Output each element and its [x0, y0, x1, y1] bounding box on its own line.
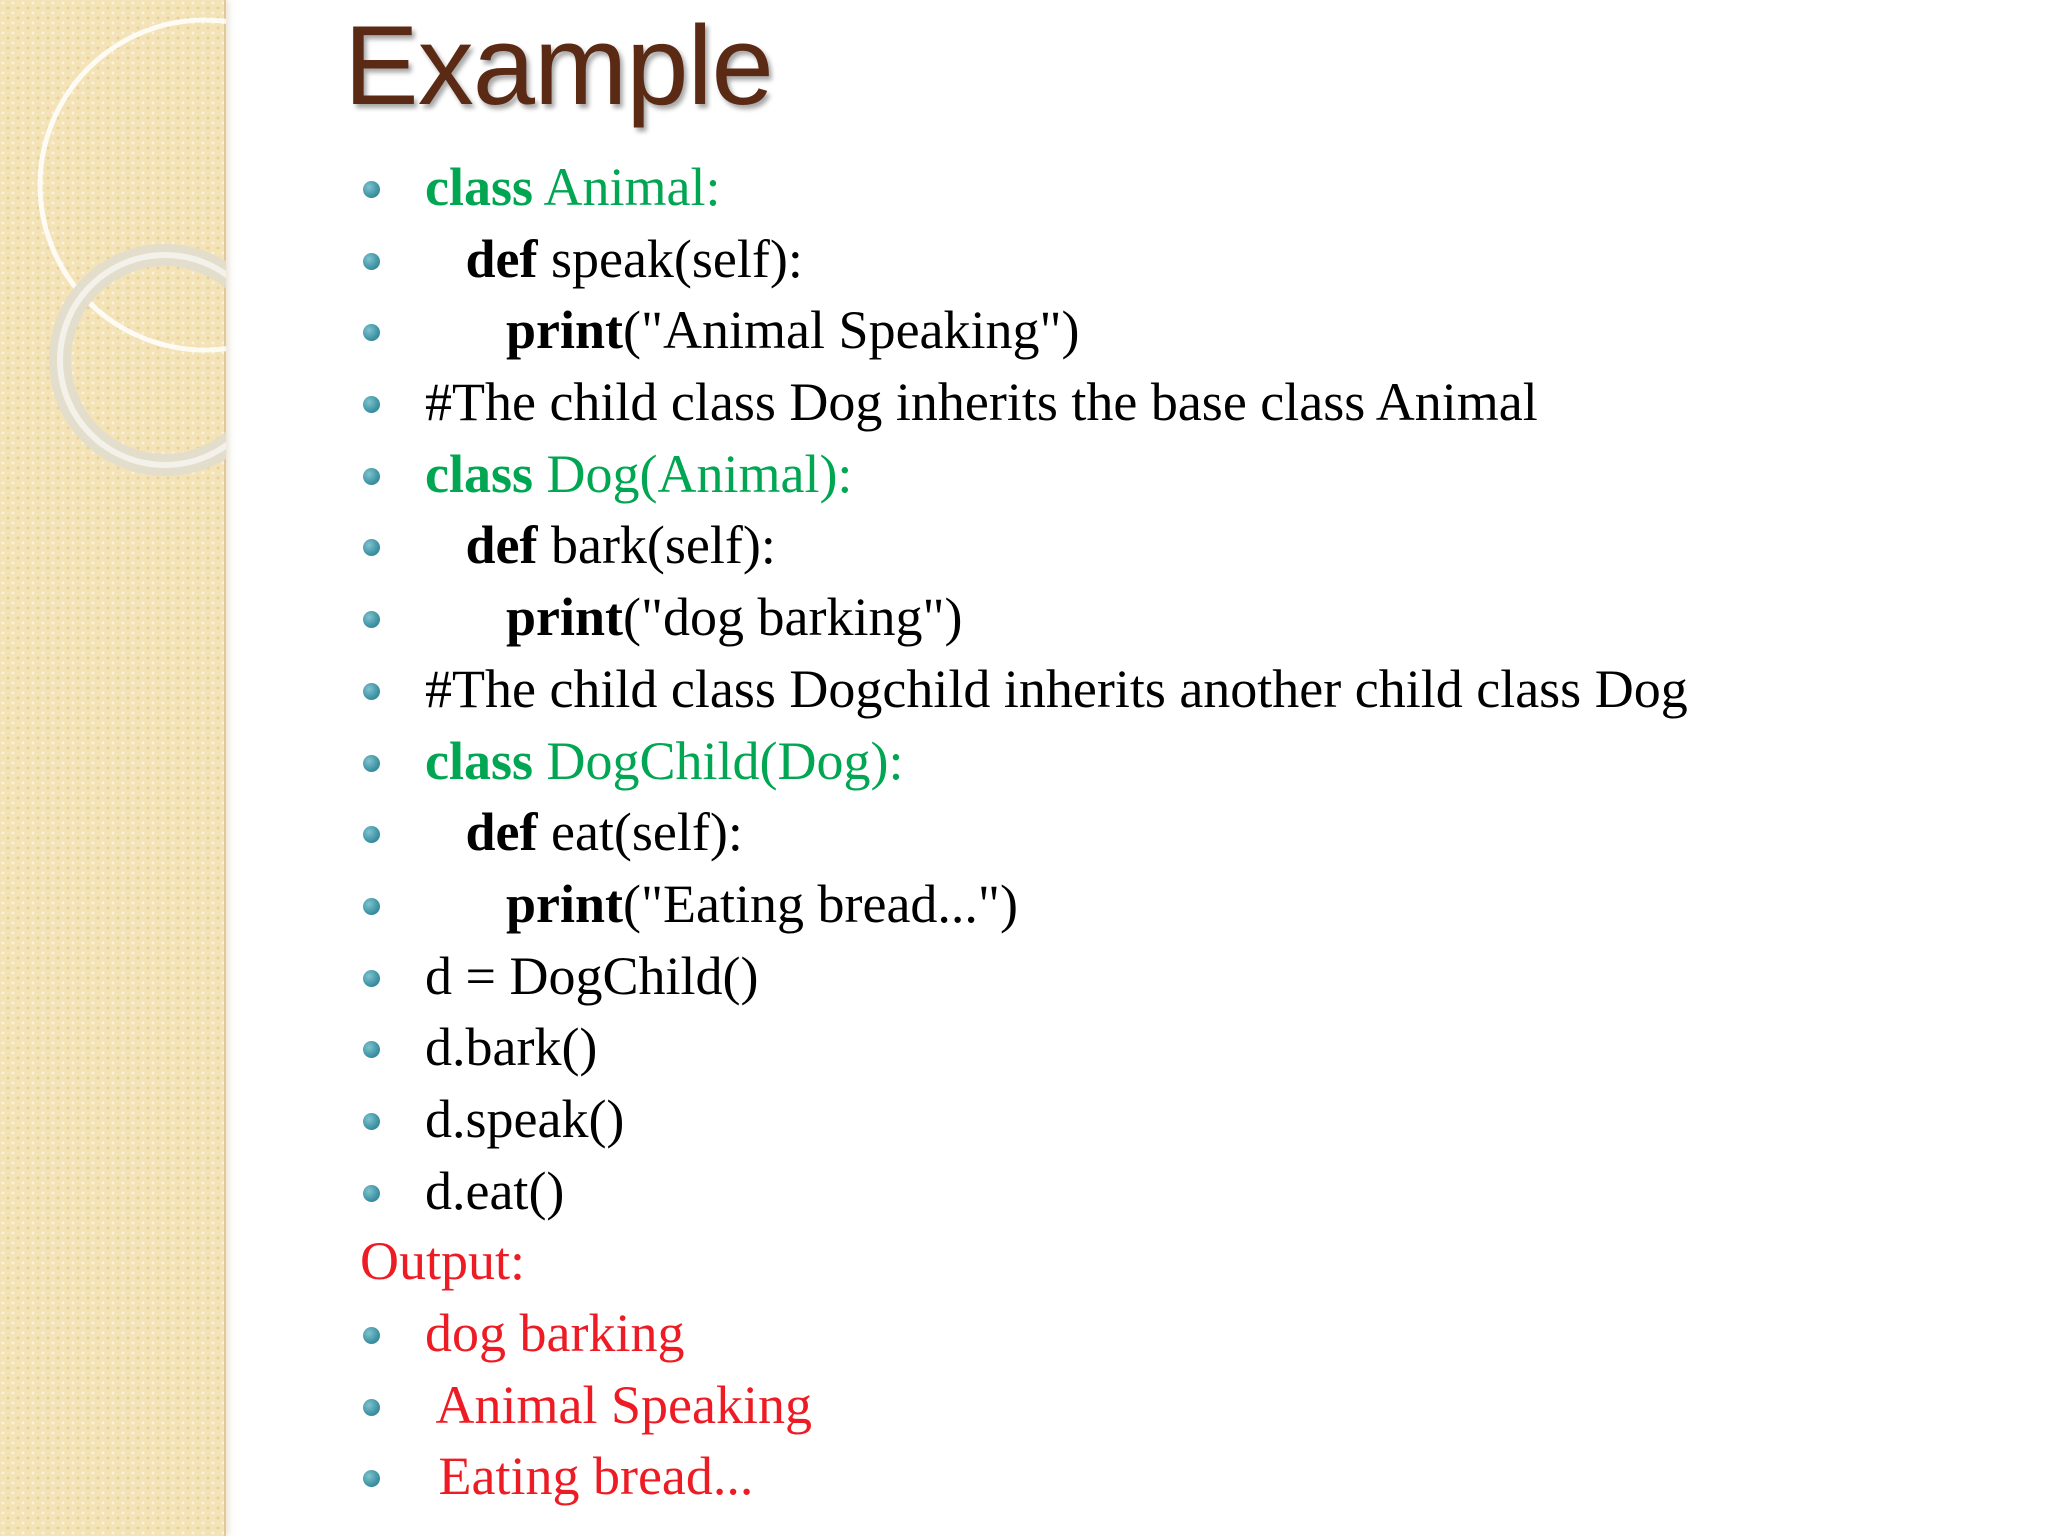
code-keyword: class: [425, 157, 533, 217]
code-line: [358, 1084, 1688, 1156]
code-keyword: def: [465, 802, 538, 863]
code-text: eat(self):: [537, 802, 743, 863]
bullet-icon: [363, 898, 380, 915]
code-keyword: class: [425, 443, 533, 504]
code-text: d.speak(): [425, 1088, 625, 1149]
slide-title: Example: [344, 3, 773, 128]
code-line: [358, 1012, 1688, 1084]
bullet-icon: [363, 611, 380, 628]
bullet-icon: [363, 1041, 380, 1058]
code-text: speak(self):: [537, 228, 803, 289]
bullet-icon: [363, 396, 380, 413]
bullet-icon: [363, 683, 380, 700]
code-line: [358, 582, 1688, 654]
bullet-icon: [363, 826, 380, 843]
bullet-icon: [363, 468, 380, 485]
code-line: [358, 224, 1688, 296]
bullet-icon: [363, 970, 380, 987]
code-keyword: def: [465, 228, 538, 289]
output-list: [358, 1298, 812, 1513]
code-indent: [425, 587, 506, 647]
output-text: Animal Speaking: [425, 1374, 812, 1435]
code-text: ("Eating bread..."): [623, 873, 1018, 934]
code-line: [358, 152, 1688, 224]
decorative-side-panel: [0, 0, 226, 1536]
bullet-icon: [363, 1327, 380, 1344]
code-text: Dog(Animal):: [533, 443, 853, 504]
code-keyword: def: [465, 515, 538, 576]
code-line: [358, 654, 1688, 726]
code-text: Animal:: [533, 157, 721, 217]
output-text: Eating bread...: [425, 1446, 754, 1507]
code-indent: [425, 874, 506, 934]
code-text: d = DogChild(): [425, 945, 759, 1006]
code-keyword: print: [506, 300, 624, 361]
code-line: [358, 726, 1688, 798]
code-keyword: print: [506, 873, 624, 934]
output-line: [358, 1441, 812, 1513]
code-indent: [425, 300, 506, 360]
code-keyword: class: [425, 730, 533, 791]
code-line: [358, 510, 1688, 582]
bullet-icon: [363, 1185, 380, 1202]
code-text: d.bark(): [425, 1017, 598, 1078]
output-text: dog barking: [425, 1303, 685, 1363]
output-line: [358, 1370, 812, 1442]
code-text: #The child class Dog inherits the base class Animal: [425, 372, 1538, 433]
code-line: [358, 797, 1688, 869]
bullet-icon: [363, 181, 380, 198]
bullet-icon: [363, 755, 380, 772]
code-line: [358, 295, 1688, 367]
bullet-icon: [363, 539, 380, 556]
code-text: bark(self):: [537, 515, 776, 576]
code-indent: [425, 802, 466, 862]
bullet-icon: [363, 253, 380, 270]
code-line: [358, 439, 1688, 511]
decorative-rings: [0, 0, 226, 520]
bullet-icon: [363, 1113, 380, 1130]
code-list: [358, 152, 1688, 1227]
code-keyword: print: [506, 587, 624, 648]
code-line: [358, 1156, 1688, 1228]
code-text: ("dog barking"): [623, 587, 963, 648]
code-line: [358, 941, 1688, 1013]
bullet-icon: [363, 1470, 380, 1487]
code-line: [358, 869, 1688, 941]
code-indent: [425, 515, 466, 575]
code-text: #The child class Dogchild inherits another child class Dog: [425, 658, 1688, 719]
output-line: [358, 1298, 812, 1370]
code-indent: [425, 229, 466, 289]
bullet-icon: [363, 1399, 380, 1416]
code-text: DogChild(Dog):: [533, 730, 904, 791]
code-line: [358, 367, 1688, 439]
bullet-icon: [363, 324, 380, 341]
code-text: ("Animal Speaking"): [623, 300, 1080, 361]
output-label: Output:: [360, 1231, 526, 1291]
code-text: d.eat(): [425, 1160, 565, 1221]
